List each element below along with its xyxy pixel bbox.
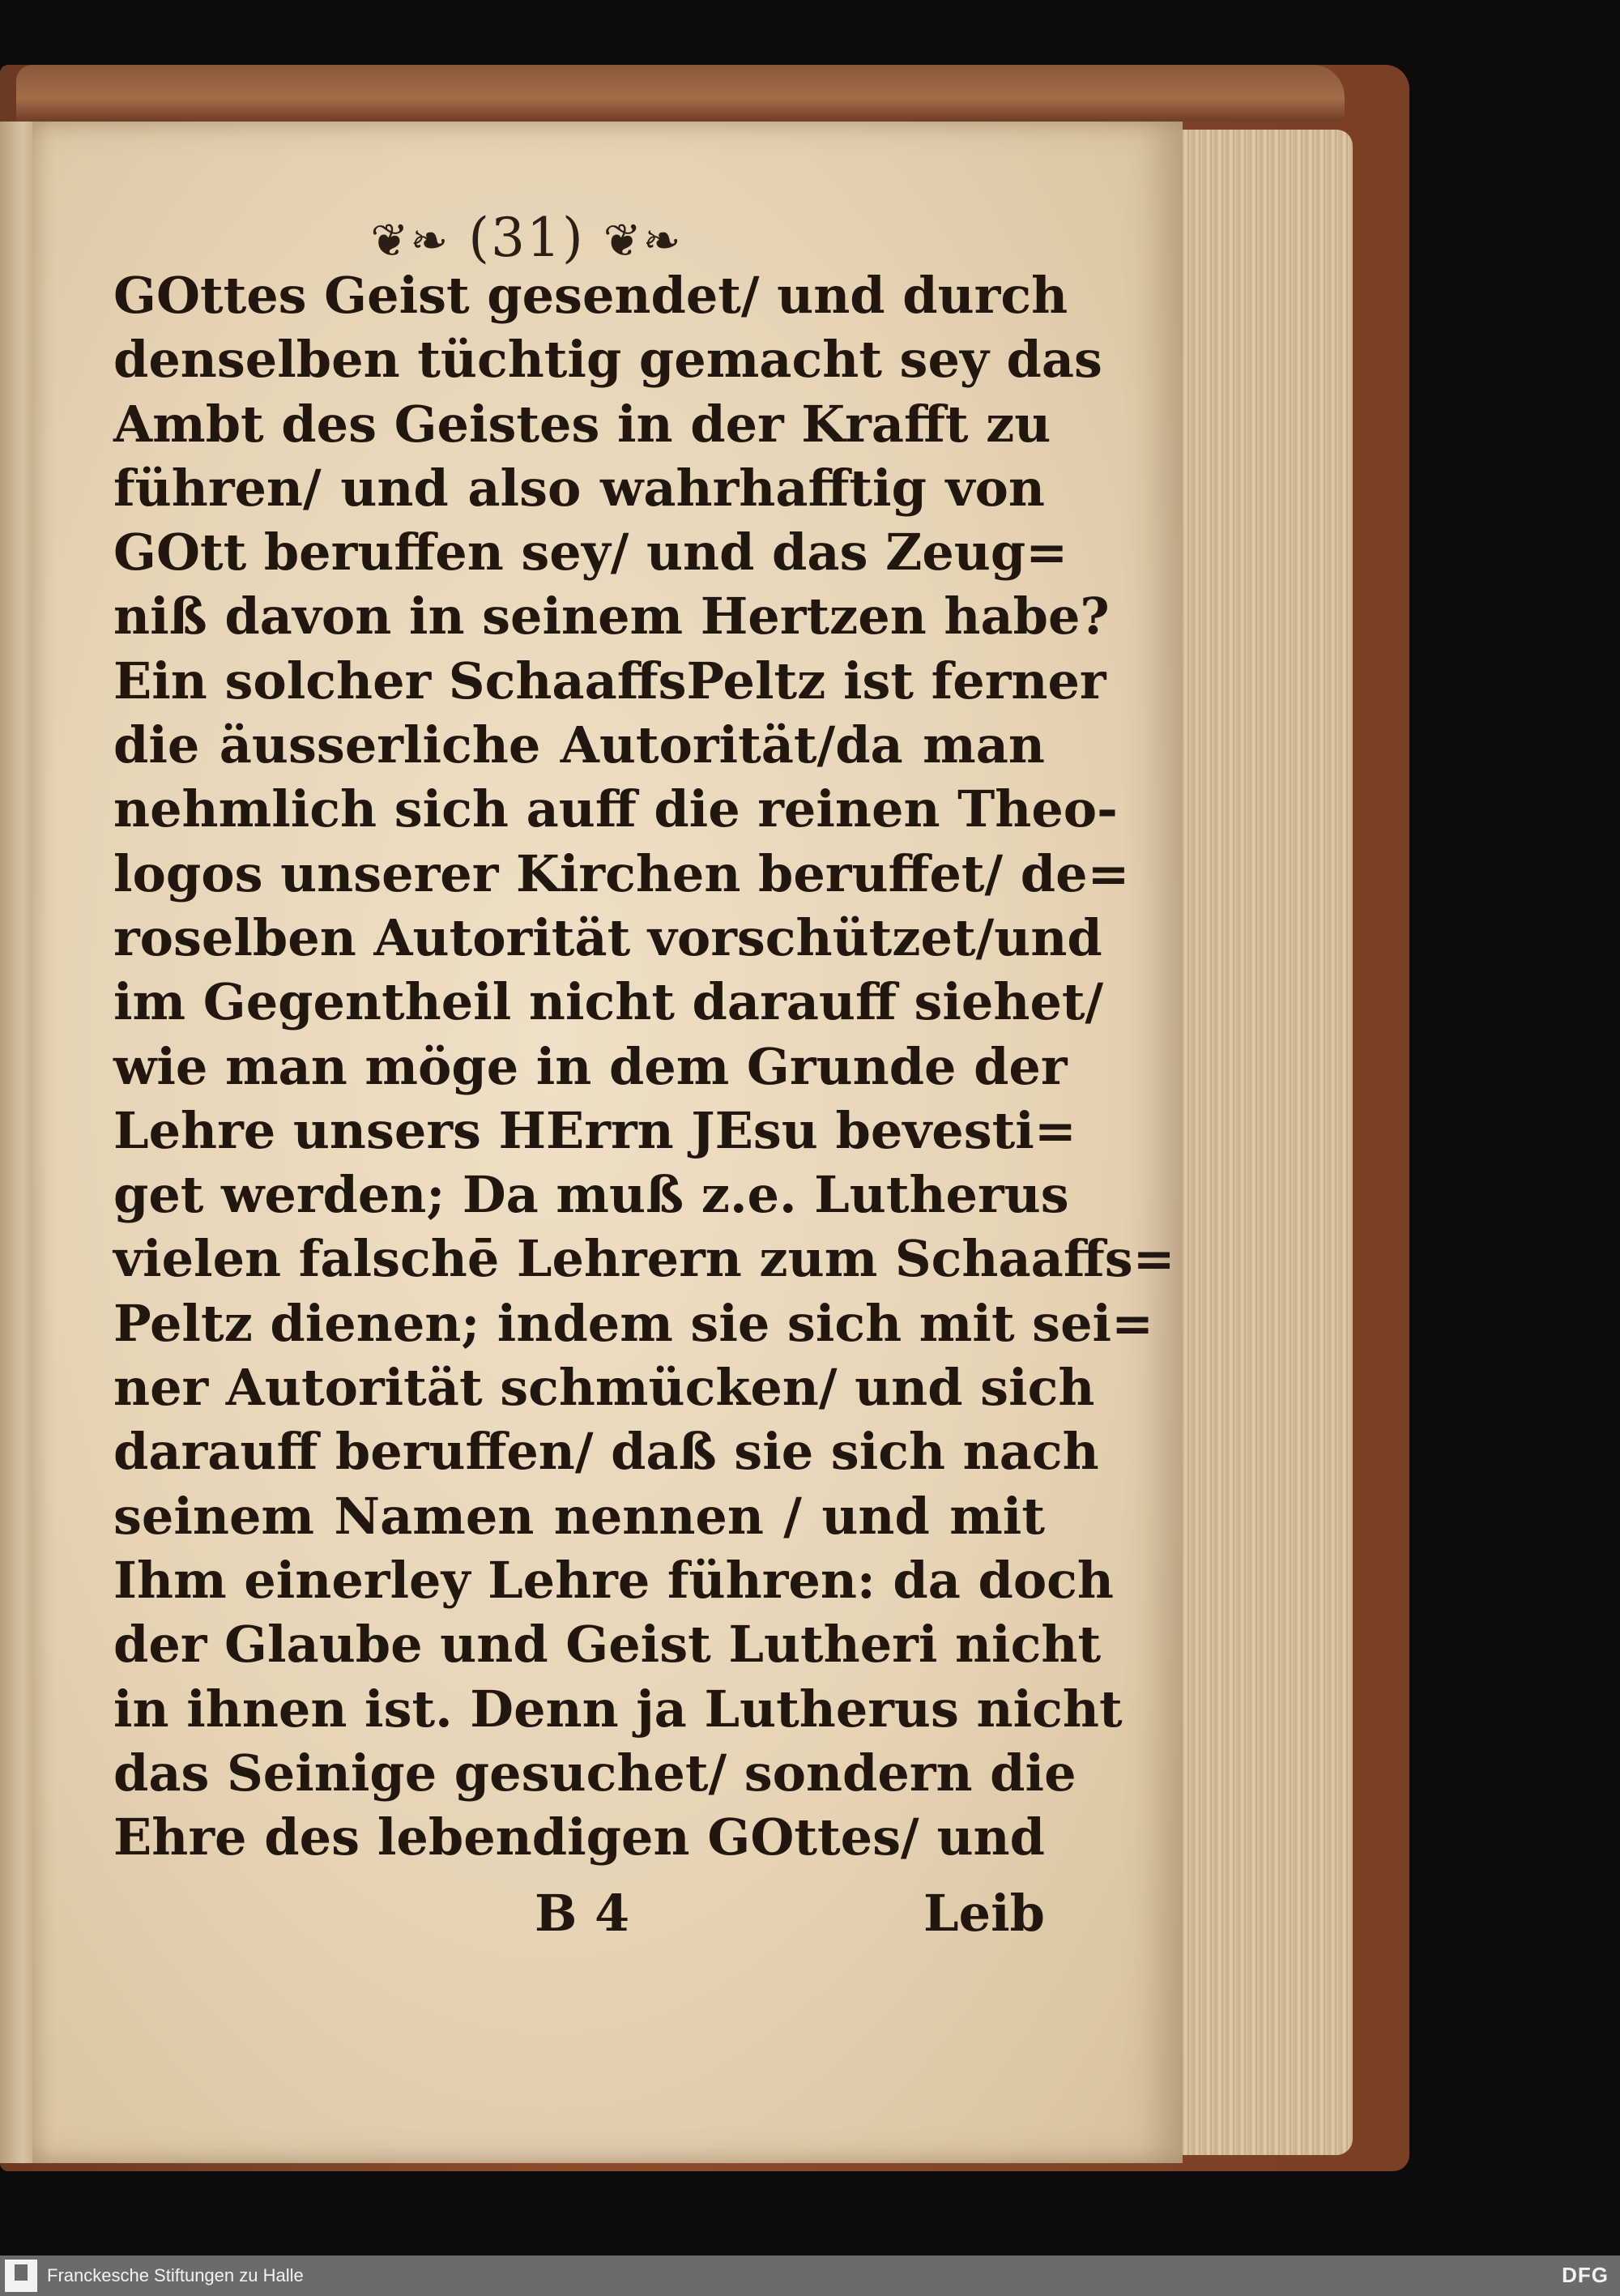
text-line: im Gegentheil nicht darauff siehet/ xyxy=(113,972,1104,1032)
ornament-right-icon: ❦❧ xyxy=(603,215,683,267)
text-line: Peltz dienen; indem sie sich mit sei= xyxy=(113,1293,1154,1353)
text-line: vielen falschē Lehrern zum Schaaffs= xyxy=(113,1229,1175,1289)
text-line: denselben tüchtig gemacht sey das xyxy=(113,330,1102,390)
text-line: Ehre des lebendigen GOttes/ und xyxy=(113,1807,1045,1867)
text-line: Lehre unsers HErrn JEsu bevesti= xyxy=(113,1100,1076,1160)
text-line: logos unserer Kirchen beruffet/ de= xyxy=(113,843,1130,903)
page-number: (31) xyxy=(468,207,585,269)
catchword: Leib xyxy=(923,1884,1045,1943)
credit-bar xyxy=(0,2255,1620,2296)
text-line: Ein solcher SchaaffsPeltz ist ferner xyxy=(113,651,1106,711)
text-line: Ambt des Geistes in der Krafft zu xyxy=(113,394,1051,454)
text-line: ner Autorität schmücken/ und sich xyxy=(113,1358,1095,1418)
institution-logo-icon xyxy=(5,2260,37,2292)
text-line: niß davon in seinem Hertzen habe? xyxy=(113,587,1110,647)
text-line: das Seinige gesuchet/ sondern die xyxy=(113,1743,1076,1803)
text-line: GOttes Geist gesendet/ und durch xyxy=(113,266,1068,325)
text-line: wie man möge in dem Grunde der xyxy=(113,1036,1068,1096)
text-line: Ihm einerley Lehre führen: da doch xyxy=(113,1550,1115,1610)
text-line: führen/ und also wahrhafftig von xyxy=(113,458,1045,518)
text-line: der Glaube und Geist Lutheri nicht xyxy=(113,1615,1102,1675)
text-line: roselben Autorität vorschützet/und xyxy=(113,907,1102,967)
text-line: darauff beruffen/ daß sie sich nach xyxy=(113,1422,1099,1482)
ornament-left-icon: ❦❧ xyxy=(370,215,450,267)
page-footer xyxy=(113,1884,1045,1957)
page-header xyxy=(32,207,1021,269)
text-line: die äusserliche Autorität/da man xyxy=(113,715,1045,775)
text-line: get werden; Da muß z.e. Lutherus xyxy=(113,1165,1069,1225)
body-text xyxy=(113,263,1175,1869)
page-stack-edge xyxy=(1166,130,1353,2155)
text-line: nehmlich sich auff die reinen Theo- xyxy=(113,779,1118,839)
dfg-logo: DFG xyxy=(1562,2263,1609,2287)
text-line: in ihnen ist. Denn ja Lutherus nicht xyxy=(113,1679,1123,1739)
book-page xyxy=(32,122,1183,2163)
text-line: GOtt beruffen sey/ und das Zeug= xyxy=(113,523,1068,583)
institution-name: Franckesche Stiftungen zu Halle xyxy=(47,2265,304,2285)
book-cover-top-edge xyxy=(16,65,1345,122)
text-line: seinem Namen nennen / und mit xyxy=(113,1486,1045,1546)
signature-mark: B 4 xyxy=(535,1884,630,1943)
